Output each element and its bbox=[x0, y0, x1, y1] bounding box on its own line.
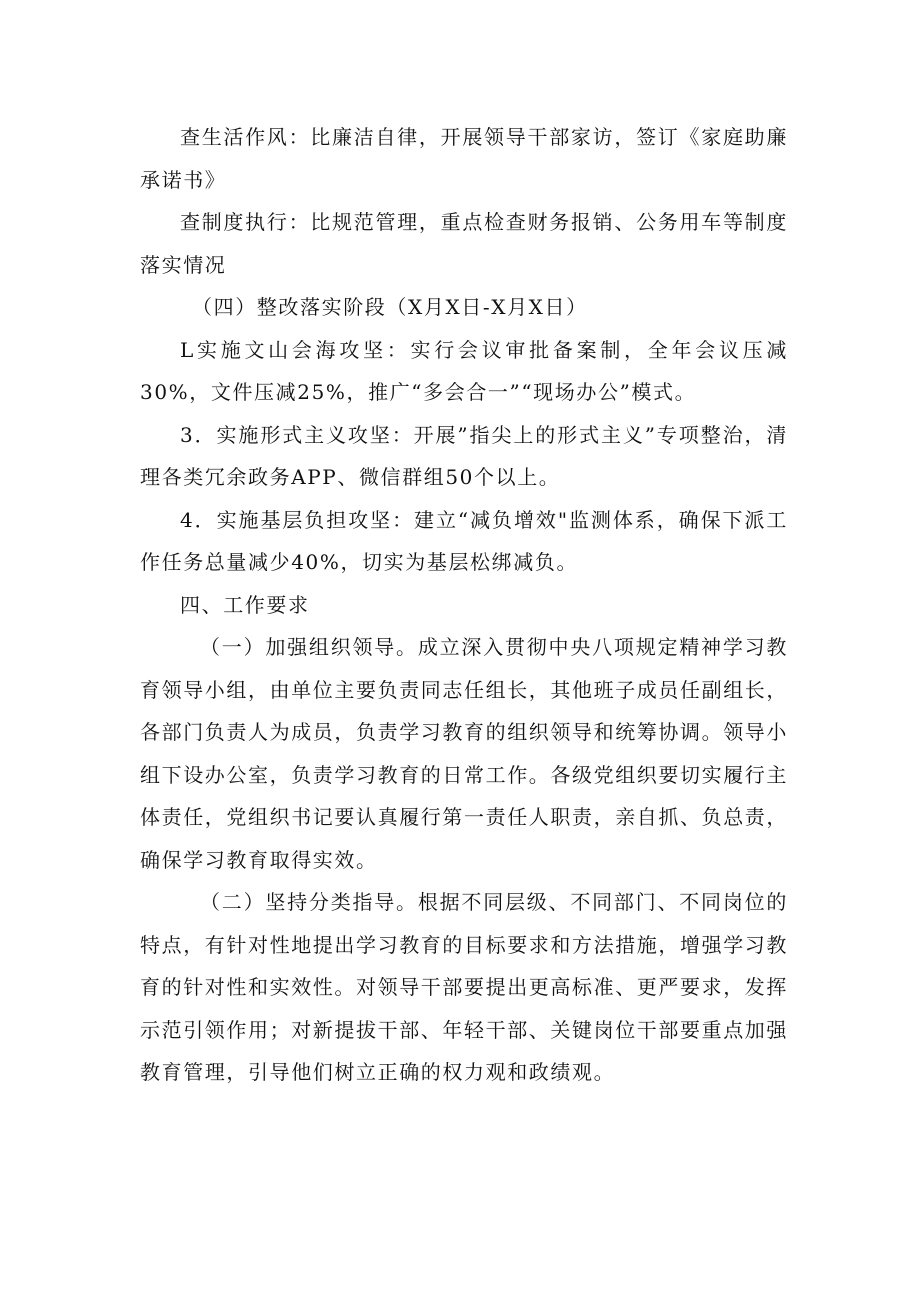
paragraph-lifestyle-check: 查生活作风：比廉洁自律，开展领导干部家访，签订《家庭助廉承诺书》 bbox=[140, 125, 788, 192]
paragraph-classified-guidance: （二）坚持分类指导。根据不同层级、不同部门、不同岗位的特点，有针对性地提出学习教育的目标要求和方法措施，增强学习教育的针对性和实效性。对领导干部要提出更高标准、更严要求，发挥示范引领作用；对新提拔干部、年轻干部、关键岗位干部要重点加强教育管理，引导他们树立正确的权力观和政绩观。 bbox=[140, 890, 788, 1084]
document-body bbox=[140, 116, 788, 1094]
section-heading-work-requirements: 四、工作要求 bbox=[180, 592, 310, 617]
section-heading-rectification: （四）整改落实阶段（X月X日-X月X日） bbox=[192, 295, 588, 319]
paragraph-meeting-reduction: L实施文山会海攻坚：实行会议审批备案制，全年会议压减30%，文件压减25%，推广“多会合一”“现场办公”模式。 bbox=[140, 337, 788, 404]
paragraph-system-check: 查制度执行：比规范管理，重点检查财务报销、公务用车等制度落实情况 bbox=[140, 210, 788, 277]
paragraph-formalism-tackle: 3．实施形式主义攻坚：开展”指尖上的形式主义”专项整治，清理各类冗余政务APP、微信群组50个以上。 bbox=[140, 422, 788, 489]
paragraph-organization-leadership: （一）加强组织领导。成立深入贯彻中央八项规定精神学习教育领导小组，由单位主要负责同志任组长，其他班子成员任副组长，各部门负责人为成员，负责学习教育的组织领导和统筹协调。领导小组下设办公室，负责学习教育的日常工作。各级党组织要切实履行主体责任，党组织书记要认真履行第一责任人职责，亲自抓、负总责，确保学习教育取得实效。 bbox=[140, 635, 788, 872]
paragraph-grassroots-burden: 4．实施基层负担攻坚：建立“减负增效"监测体系，确保下派工作任务总量减少40%，切实为基层松绑减负。 bbox=[140, 507, 788, 574]
